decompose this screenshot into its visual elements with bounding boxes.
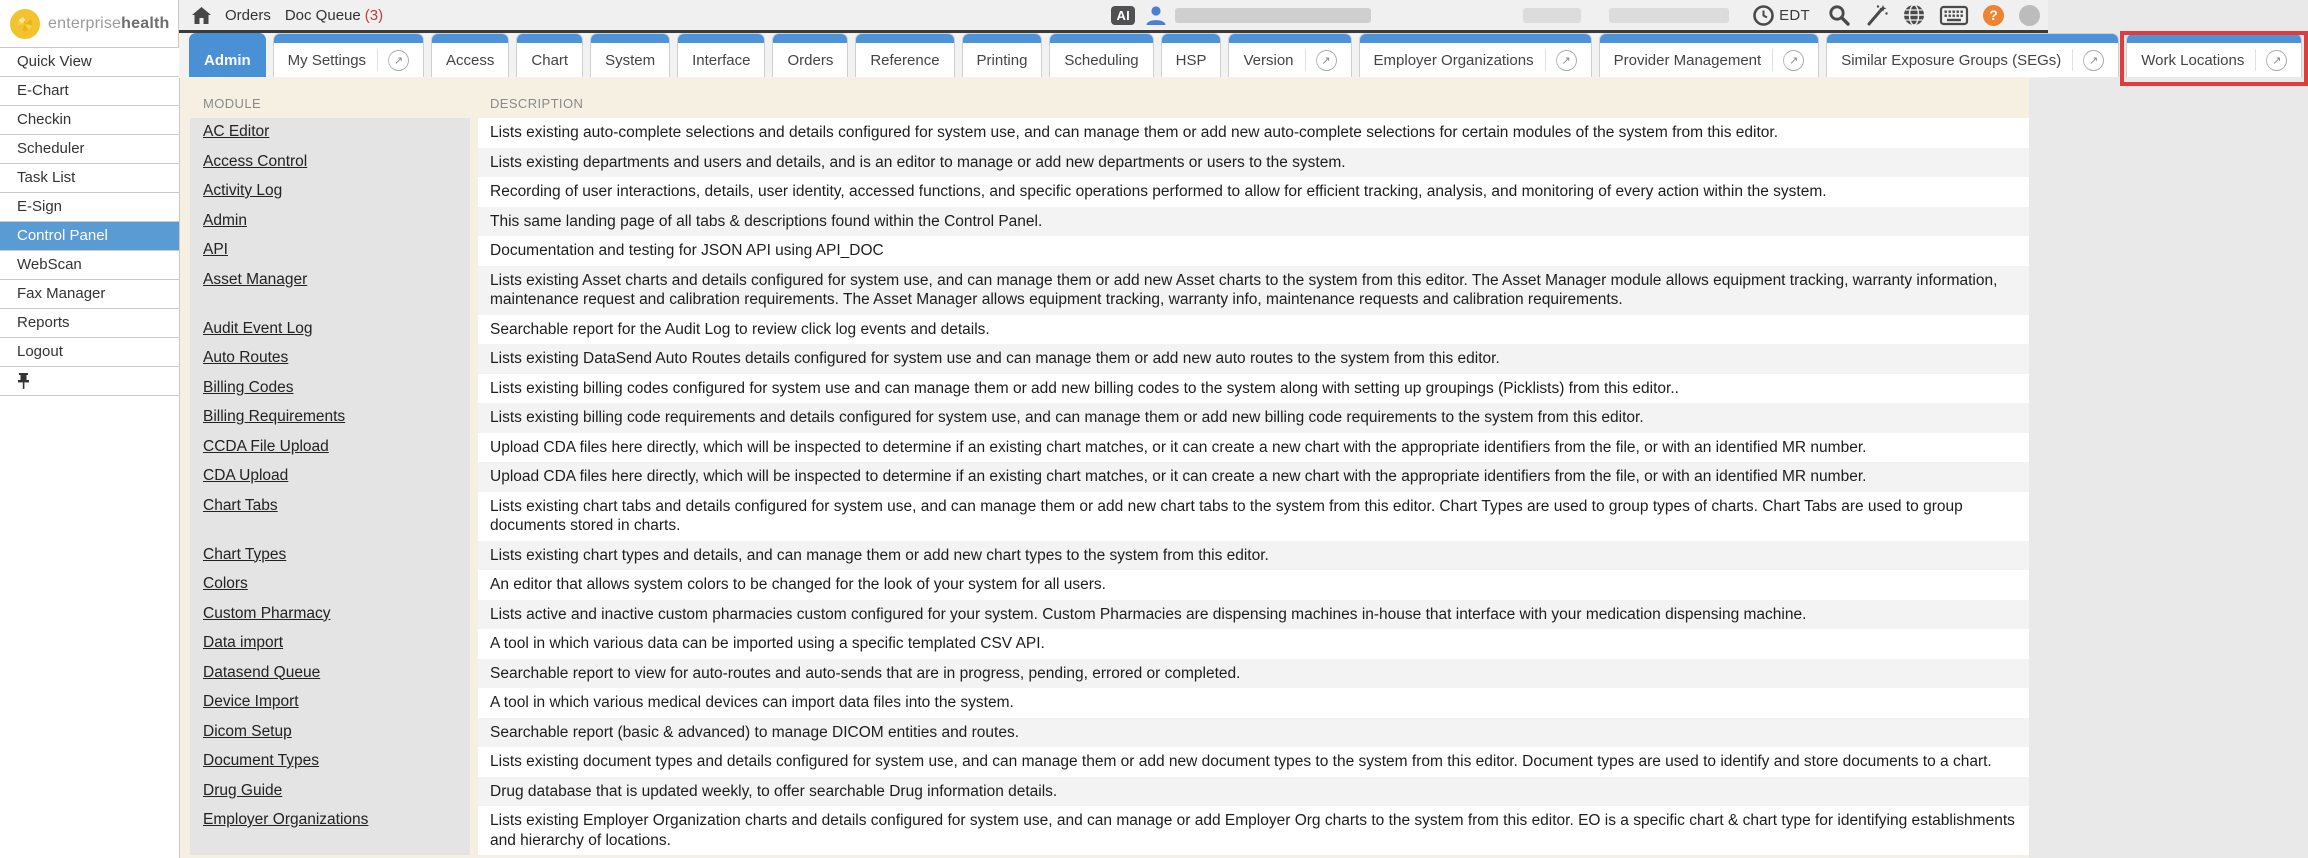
tab-top-strip	[190, 34, 265, 43]
tab-label: HSP	[1175, 51, 1207, 69]
module-link[interactable]: Drug Guide	[203, 781, 283, 799]
tab-label: Scheduling	[1064, 51, 1139, 69]
tab-top-strip	[1050, 34, 1152, 43]
sidebar-pin-row[interactable]	[0, 367, 179, 396]
module-description: Lists existing Employer Organization charts and details configured for system use, and can manage or add Employer Org charts to the system from this editor. EO is a specific chart & chart type for identifying establishments and hierarchy of locations.	[478, 806, 2029, 855]
module-link[interactable]: Chart Types	[203, 545, 287, 563]
module-description: Lists existing billing code requirements and details configured for system use, and can manage them or add new billing code requirements to the system from this editor.	[478, 403, 2029, 433]
tab-top-strip	[1360, 34, 1591, 43]
sidebar-item-e-chart[interactable]: E-Chart	[0, 77, 179, 106]
top-bar	[179, 0, 2048, 30]
tab-scheduling[interactable]	[1049, 33, 1153, 77]
sidebar-item-e-sign[interactable]: E-Sign	[0, 193, 179, 222]
table-row	[190, 570, 2029, 600]
module-link[interactable]: API	[203, 241, 228, 258]
module-cell	[190, 344, 470, 374]
module-cell	[190, 403, 470, 433]
tab-label: Orders	[787, 51, 834, 69]
module-cell	[190, 806, 470, 855]
table-row	[190, 688, 2029, 718]
redacted-text	[1523, 8, 1581, 23]
module-cell	[190, 177, 470, 207]
tab-label: Reference	[870, 51, 940, 69]
module-description: Searchable report to view for auto-routes and auto-sends that are in progress, pending, errored or completed.	[478, 659, 2029, 689]
module-description: Drug database that is updated weekly, to offer searchable Drug information details.	[478, 777, 2029, 807]
module-cell	[190, 600, 470, 630]
table-row	[190, 148, 2029, 178]
module-cell	[190, 688, 470, 718]
logo-text: enterprisehealth	[48, 14, 170, 32]
external-link-icon[interactable]: ↗	[2083, 50, 2104, 71]
module-cell	[190, 492, 470, 541]
module-link[interactable]: Device Import	[203, 693, 299, 710]
tab-label: Similar Exposure Groups (SEGs)	[1841, 51, 2062, 69]
tab-label: Printing	[976, 51, 1028, 69]
tab-label: My Settings	[287, 51, 367, 69]
module-link[interactable]: Datasend Queue	[203, 663, 321, 681]
table-row	[190, 207, 2029, 237]
module-cell	[190, 629, 470, 659]
table-row	[190, 806, 2029, 855]
module-cell	[190, 433, 470, 463]
tab-divider	[1545, 49, 1546, 71]
globe-icon[interactable]	[1903, 4, 1925, 26]
module-link[interactable]: Data import	[203, 634, 284, 651]
module-description: A tool in which various data can be imported using a specific templated CSV API.	[478, 629, 2029, 659]
tab-divider	[377, 49, 378, 71]
table-row	[190, 315, 2029, 345]
tab-label: Work Locations	[2141, 51, 2245, 69]
tab-top-strip	[432, 34, 508, 43]
tab-top-strip	[591, 34, 669, 43]
tab-orders[interactable]	[772, 33, 848, 77]
tab-label: Access	[446, 51, 495, 69]
tab-label: Provider Management	[1613, 51, 1762, 69]
sidebar-item-scheduler[interactable]: Scheduler	[0, 135, 179, 164]
tab-label: Employer Organizations	[1373, 51, 1534, 69]
tab-access[interactable]	[431, 33, 509, 77]
tab-label: Chart	[531, 51, 569, 69]
doc-queue-count: (3)	[364, 6, 384, 24]
table-row	[190, 718, 2029, 748]
tab-top-strip	[1229, 34, 1350, 43]
tab-employer-organizations[interactable]	[1359, 33, 1592, 77]
tab-label: System	[605, 51, 656, 69]
module-cell	[190, 570, 470, 600]
sidebar-item-task-list[interactable]: Task List	[0, 164, 179, 193]
table-row	[190, 118, 2029, 148]
table-row	[190, 659, 2029, 689]
module-description: Lists existing departments and users and details, and is an editor to manage or add new departments or users to the system.	[478, 148, 2029, 178]
module-description: Recording of user interactions, details, user identity, accessed functions, and specific operations performed to allow for efficient tracking, analysis, and monitoring of every action within the system.	[478, 177, 2029, 207]
table-row	[190, 266, 2029, 315]
module-link[interactable]: Auto Routes	[203, 349, 289, 366]
module-link[interactable]: AC Editor	[203, 123, 270, 140]
sidebar	[0, 48, 180, 858]
tab-top-strip	[517, 34, 582, 43]
tab-bar	[179, 33, 2282, 78]
external-link-icon[interactable]: ↗	[1316, 50, 1337, 71]
module-description: Lists existing billing codes configured for system use and can manage them or add new billing codes to the system along with setting up groupings (Picklists) from this editor..	[478, 374, 2029, 404]
external-link-icon[interactable]: ↗	[2266, 50, 2287, 71]
home-icon[interactable]	[192, 7, 211, 24]
module-description: Lists existing Asset charts and details configured for system use, and can manage them or add new Asset charts to the system from this editor. The Asset Manager module allows equipment tracking, warranty information, maintenance request and calibration requirements. The Asset Manager allows equipment tracking, warranty info, maintenance requests and calibration requirements.	[478, 266, 2029, 315]
module-description: This same landing page of all tabs & descriptions found within the Control Panel.	[478, 207, 2029, 237]
module-cell	[190, 541, 470, 571]
redacted-text	[1609, 8, 1729, 23]
sidebar-item-checkin[interactable]: Checkin	[0, 106, 179, 135]
tab-top-strip	[1162, 34, 1221, 43]
module-link[interactable]: Activity Log	[203, 182, 283, 199]
table-row	[190, 541, 2029, 571]
column-header-description: DESCRIPTION	[490, 96, 584, 111]
table-row	[190, 374, 2029, 404]
sidebar-item-logout[interactable]: Logout	[0, 338, 179, 367]
tab-interface[interactable]	[677, 33, 765, 77]
module-link[interactable]: Document Types	[203, 752, 320, 769]
nav-doc-queue[interactable]: Doc Queue (3)	[284, 6, 384, 24]
module-description: Lists existing chart types and details, and can manage them or add new chart types to the system from this editor.	[478, 541, 2029, 571]
clock-icon	[1753, 5, 1774, 26]
tab-label: Admin	[204, 51, 251, 69]
nav-orders[interactable]: Orders	[225, 6, 271, 24]
module-cell	[190, 148, 470, 178]
module-cell	[190, 718, 470, 748]
module-cell	[190, 374, 470, 404]
external-link-icon[interactable]: ↗	[1783, 50, 1804, 71]
tab-reference[interactable]	[855, 33, 954, 77]
module-description: Searchable report (basic & advanced) to manage DICOM entities and routes.	[478, 718, 2029, 748]
tab-top-strip	[274, 34, 423, 43]
tab-top-strip	[773, 34, 847, 43]
user-icon[interactable]	[1145, 5, 1167, 25]
tab-divider	[2255, 49, 2256, 71]
module-description: Lists active and inactive custom pharmacies custom configured for your system. Custom Pharmacies are dispensing machines in-house that interface with your medication dispensing machine.	[478, 600, 2029, 630]
control-panel-content	[180, 78, 2029, 858]
module-link[interactable]: Asset Manager	[203, 270, 308, 288]
module-link[interactable]: Billing Codes	[203, 378, 294, 396]
app-logo	[0, 0, 179, 48]
module-description: Documentation and testing for JSON API using API_DOC	[478, 236, 2029, 266]
tab-divider	[1305, 49, 1306, 71]
table-row	[190, 492, 2029, 541]
table-header	[190, 88, 2029, 118]
sidebar-item-fax-manager[interactable]: Fax Manager	[0, 280, 179, 309]
module-description: Upload CDA files here directly, which will be inspected to determine if an existing chart matches, or it can create a new chart with the appropriate identifiers from the file, or with an identified MR number.	[478, 462, 2029, 492]
module-cell	[190, 315, 470, 345]
tab-work-locations[interactable]	[2126, 33, 2302, 77]
module-description: Lists existing DataSend Auto Routes details configured for system use and can manage them or add new auto routes to the system from this editor.	[478, 344, 2029, 374]
table-row	[190, 777, 2029, 807]
redacted-username	[1175, 8, 1371, 23]
tab-top-strip	[678, 34, 764, 43]
tab-printing[interactable]	[962, 33, 1043, 77]
tab-chart[interactable]	[516, 33, 583, 77]
tab-system[interactable]	[590, 33, 670, 77]
module-link[interactable]: Dicom Setup	[203, 722, 292, 740]
module-link[interactable]: CDA Upload	[203, 467, 289, 484]
table-row	[190, 344, 2029, 374]
module-link[interactable]: Billing Requirements	[203, 408, 346, 425]
module-description: Lists existing document types and details configured for system use, and can manage them or add new document types to the system from this editor. Document types are used to identify and store documents to a chart.	[478, 747, 2029, 777]
status-circle-icon	[2019, 5, 2040, 26]
module-link[interactable]: Employer Organizations	[203, 811, 369, 828]
module-link[interactable]: Colors	[203, 575, 248, 592]
sidebar-item-control-panel[interactable]: Control Panel	[0, 222, 179, 251]
tab-hsp[interactable]	[1161, 33, 1222, 77]
module-cell	[190, 462, 470, 492]
table-row	[190, 629, 2029, 659]
module-link[interactable]: Chart Tabs	[203, 496, 278, 514]
module-link[interactable]: Admin	[203, 211, 247, 229]
tab-top-strip	[963, 34, 1042, 43]
tab-label: Version	[1243, 51, 1294, 69]
tab-version[interactable]	[1228, 33, 1351, 77]
keyboard-icon[interactable]	[1940, 6, 1968, 25]
logo-ring-icon	[10, 9, 40, 39]
module-link[interactable]: Audit Event Log	[203, 319, 313, 337]
module-link[interactable]: Custom Pharmacy	[203, 604, 331, 622]
module-cell	[190, 777, 470, 807]
tab-top-strip	[856, 34, 953, 43]
module-link[interactable]: Access Control	[203, 152, 308, 170]
tab-my-settings[interactable]	[273, 33, 424, 77]
table-row	[190, 403, 2029, 433]
help-icon[interactable]: ?	[1983, 5, 2004, 26]
sidebar-item-webscan[interactable]: WebScan	[0, 251, 179, 280]
module-cell	[190, 118, 470, 148]
module-cell	[190, 207, 470, 237]
module-description: Lists existing auto-complete selections and details configured for system use, and can manage them or add new auto-complete selections for certain modules of the system from this editor.	[478, 118, 2029, 148]
table-row	[190, 177, 2029, 207]
module-cell	[190, 659, 470, 689]
timezone-label: EDT	[1779, 6, 1810, 24]
module-cell	[190, 266, 470, 315]
tab-admin[interactable]	[189, 33, 266, 77]
module-description: An editor that allows system colors to be changed for the look of your system for all users.	[478, 570, 2029, 600]
magic-wand-icon[interactable]	[1865, 4, 1888, 26]
module-cell	[190, 236, 470, 266]
table-row	[190, 600, 2029, 630]
table-row	[190, 236, 2029, 266]
sidebar-item-reports[interactable]: Reports	[0, 309, 179, 338]
column-header-module: MODULE	[203, 96, 262, 111]
module-cell	[190, 747, 470, 777]
tab-top-strip	[1827, 34, 2118, 43]
ai-badge[interactable]: AI	[1111, 6, 1135, 25]
external-link-icon[interactable]: ↗	[1556, 50, 1577, 71]
module-description: A tool in which various medical devices can import data files into the system.	[478, 688, 2029, 718]
tab-top-strip	[2127, 34, 2301, 43]
sidebar-item-quick-view[interactable]: Quick View	[0, 48, 179, 77]
module-description: Lists existing chart tabs and details configured for system use, and can manage them or add new chart tabs to the system from this editor. Chart Types are used to group types of charts. Chart Tabs are used to group documents stored in charts.	[478, 492, 2029, 541]
table-row	[190, 433, 2029, 463]
pin-icon[interactable]	[17, 373, 30, 389]
tab-provider-management[interactable]	[1599, 33, 1820, 77]
tab-divider	[1772, 49, 1773, 71]
tab-divider	[2072, 49, 2073, 71]
tab-top-strip	[1600, 34, 1819, 43]
module-description: Searchable report for the Audit Log to review click log events and details.	[478, 315, 2029, 345]
tab-label: Interface	[692, 51, 751, 69]
search-icon[interactable]	[1828, 4, 1850, 26]
tab-similar-exposure-groups-segs[interactable]	[1826, 33, 2119, 77]
table-row	[190, 462, 2029, 492]
module-description: Upload CDA files here directly, which will be inspected to determine if an existing chart matches, or it can create a new chart with the appropriate identifiers from the file, or with an identified MR number.	[478, 433, 2029, 463]
table-row	[190, 747, 2029, 777]
external-link-icon[interactable]: ↗	[388, 50, 409, 71]
module-link[interactable]: CCDA File Upload	[203, 437, 329, 455]
